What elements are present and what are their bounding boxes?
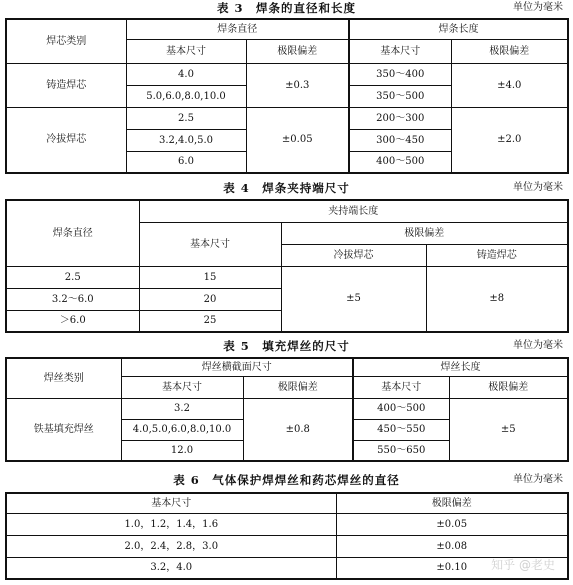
table5-type-label: 铁基填充焊丝 <box>6 398 121 461</box>
table6-row-2-tol: ±0.08 <box>336 535 568 557</box>
table6-unit: 单位为毫米 <box>513 474 563 485</box>
watermark: 知乎 @老史 <box>491 558 555 572</box>
table3-drawn-l2: 300～450 <box>349 129 451 151</box>
table6-caption-row <box>0 472 573 488</box>
table6-row-2-basic: 2.0，2.4，2.8，3.0 <box>6 535 336 557</box>
table3-unit: 单位为毫米 <box>513 2 563 13</box>
table3-caption-row <box>0 0 573 16</box>
table5-s2: 4.0,5.0,6.0,8.0,10.0 <box>121 419 243 440</box>
table6-header-tol: 极限偏差 <box>336 493 568 513</box>
table5-l1: 400～500 <box>353 398 449 419</box>
table5-s3: 12.0 <box>121 440 243 461</box>
table4-header-diameter: 焊条直径 <box>6 200 139 266</box>
table5-header-section: 焊丝横截面尺寸 <box>121 358 353 376</box>
table3-drawn-label: 冷拔焊芯 <box>6 107 126 173</box>
table3-header-basic: 基本尺寸 <box>126 39 246 63</box>
table4-header-basic: 基本尺寸 <box>139 222 281 266</box>
table3-header-tol-2: 极限偏差 <box>451 39 568 63</box>
table4-caption: 表 4 焊条夹持端尺寸 <box>223 181 350 195</box>
table5-header-tol: 极限偏差 <box>243 376 353 398</box>
table3-cast-l2: 350～500 <box>349 85 451 107</box>
table4-r3-basic: 25 <box>139 310 281 332</box>
table6-caption: 表 6 气体保护焊焊丝和药芯焊丝的直径 <box>173 473 400 487</box>
table5-header-basic-2: 基本尺寸 <box>353 376 449 398</box>
table4-caption-row <box>0 180 573 196</box>
table3-drawn-l3: 400～500 <box>349 151 451 173</box>
table5-stol: ±0.8 <box>243 398 353 461</box>
table6-header-basic: 基本尺寸 <box>6 493 336 513</box>
table3 <box>5 18 569 174</box>
table4-header-grip: 夹持端长度 <box>139 200 568 222</box>
table5-l2: 450～550 <box>353 419 449 440</box>
table5-l3: 550～650 <box>353 440 449 461</box>
table6-row-1-basic: 1.0，1.2，1.4，1.6 <box>6 513 336 535</box>
table4-r1-diameter: 2.5 <box>6 266 139 288</box>
table3-header-type: 焊芯类别 <box>6 19 126 63</box>
table3-drawn-ltol: ±2.0 <box>451 107 568 173</box>
table5-header-length: 焊丝长度 <box>353 358 568 376</box>
table5-header-type: 焊丝类别 <box>6 358 121 398</box>
table3-drawn-d2: 3.2,4.0,5.0 <box>126 129 246 151</box>
table5 <box>5 357 569 462</box>
table6-row-3-basic: 3.2，4.0 <box>6 557 336 579</box>
table4 <box>5 199 569 333</box>
table3-caption: 表 3 焊条的直径和长度 <box>216 1 356 15</box>
table3-cast-l1: 350～400 <box>349 63 451 85</box>
table5-ltol: ±5 <box>449 398 568 461</box>
table4-r3-diameter: ＞6.0 <box>6 310 139 332</box>
table5-header-tol-2: 极限偏差 <box>449 376 568 398</box>
table4-header-cast: 铸造焊芯 <box>426 244 568 266</box>
table6-row-1-tol: ±0.05 <box>336 513 568 535</box>
table5-s1: 3.2 <box>121 398 243 419</box>
table4-tol-drawn: ±5 <box>281 266 426 332</box>
table3-drawn-dtol: ±0.05 <box>246 107 349 173</box>
table4-r2-diameter: 3.2～6.0 <box>6 288 139 310</box>
table6 <box>5 492 569 580</box>
table3-drawn-d3: 6.0 <box>126 151 246 173</box>
table3-drawn-d1: 2.5 <box>126 107 246 129</box>
table4-unit: 单位为毫米 <box>513 182 563 193</box>
table3-drawn-l1: 200～300 <box>349 107 451 129</box>
table3-cast-label: 铸造焊芯 <box>6 63 126 107</box>
table4-r2-basic: 20 <box>139 288 281 310</box>
table5-unit: 单位为毫米 <box>513 340 563 351</box>
table3-cast-d2: 5.0,6.0,8.0,10.0 <box>126 85 246 107</box>
table4-header-drawn: 冷拔焊芯 <box>281 244 426 266</box>
table3-cast-d1: 4.0 <box>126 63 246 85</box>
table3-header-tol: 极限偏差 <box>246 39 349 63</box>
table4-r1-basic: 15 <box>139 266 281 288</box>
table3-cast-ltol: ±4.0 <box>451 63 568 107</box>
table5-header-basic: 基本尺寸 <box>121 376 243 398</box>
table5-caption-row <box>0 338 573 354</box>
table5-caption: 表 5 填充焊丝的尺寸 <box>223 339 350 353</box>
table4-header-tol: 极限偏差 <box>281 222 568 244</box>
table3-cast-dtol: ±0.3 <box>246 63 349 107</box>
table3-header-length: 焊条长度 <box>349 19 568 39</box>
table4-tol-cast: ±8 <box>426 266 568 332</box>
table3-header-diameter: 焊条直径 <box>126 19 349 39</box>
table6-row-3-tol: ±0.10 <box>336 557 568 579</box>
table3-header-basic-2: 基本尺寸 <box>349 39 451 63</box>
